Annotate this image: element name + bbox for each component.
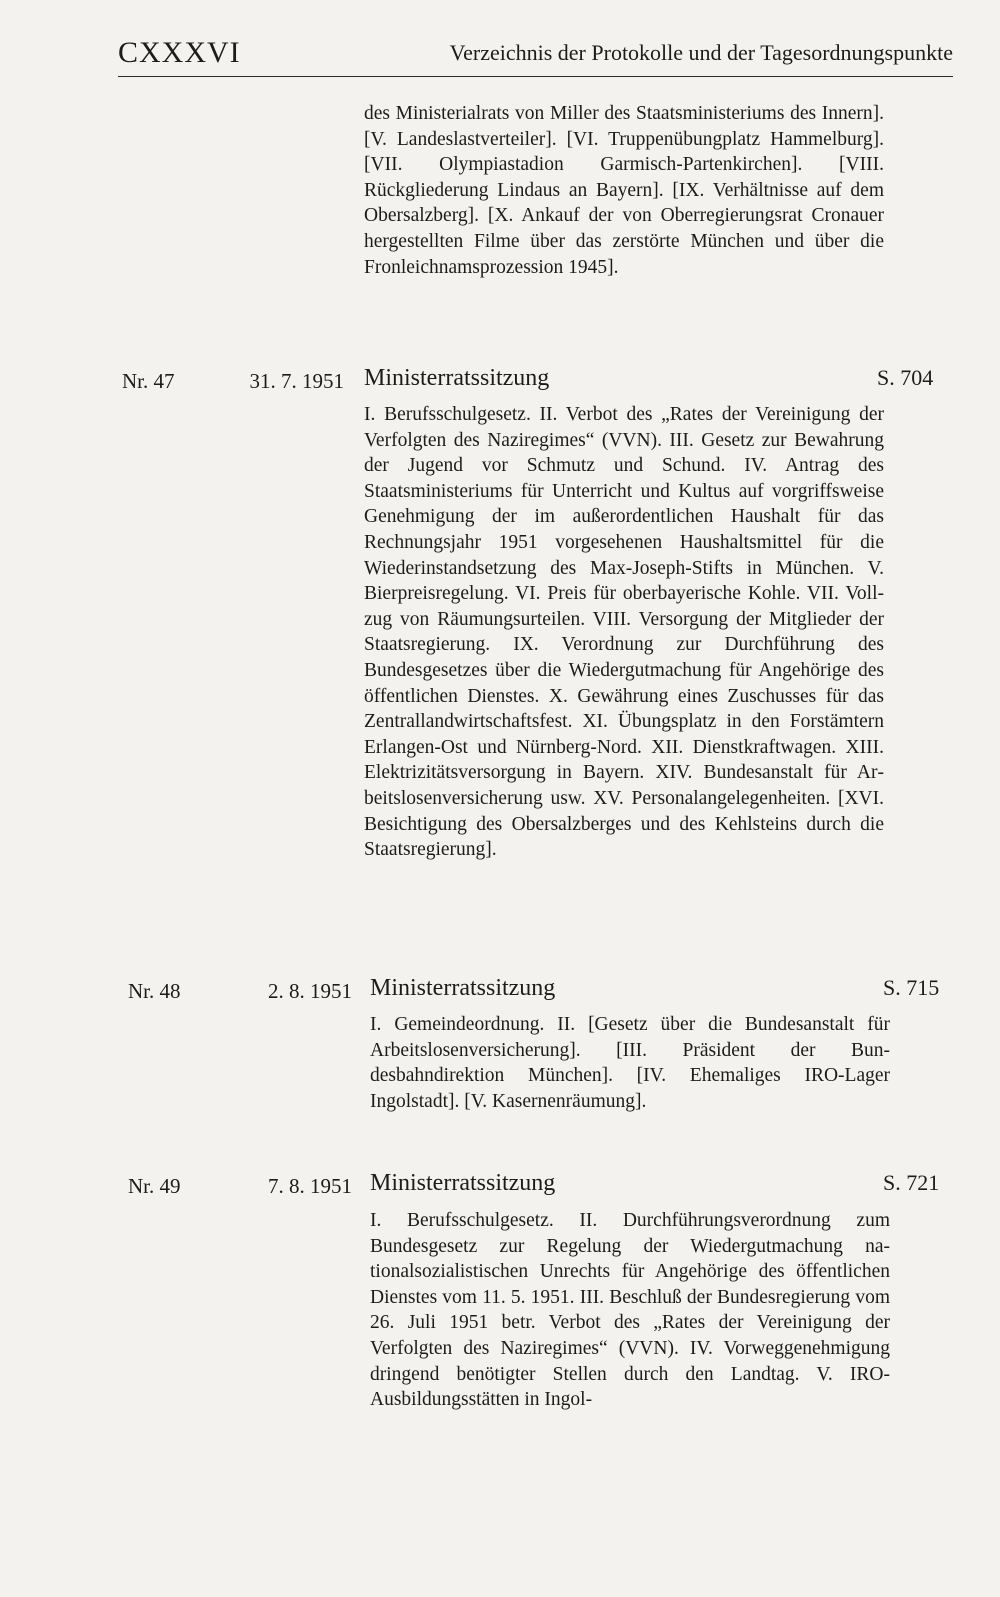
entry-number: Nr. 48 (128, 979, 181, 1003)
entry-header (0, 365, 1000, 397)
entry-page-ref: S. 704 (877, 365, 934, 390)
entry-agenda: I. Berufsschulgesetz. II. Durchführungsverordnung zum Bundesgesetz zur Regelung der Wiedergutmachung nationalsozialistischen Unrechts für Angehörige des öffentlichen Dienstes vom 11. 5. 1951. III. Beschluß der Bundesregierung vom 26. Juli 1951 betr. Verbot des „Rates der Vereinigung der Verfolgten des Naziregimes“ (VVN). IV. Vorweggenehmigung dringend benötigter Stellen durch den Landtag. V. IRO-Ausbildungsstätten in Ingol- (370, 1210, 890, 1411)
continuation-text: des Ministerialrats von Miller des Staatsministeriums des Innern]. [V. Landeslastverteiler]. [VI. Truppenübungplatz Hammelburg]. [VII. Olympiastadion Garmisch-Partenkirchen]. [VIII. Rückgliederung Lindaus an Bayern]. [IX. Verhältnisse auf dem Obersalzberg]. [X. Ankauf der von Oberregierungsrat Cronauer hergestellten Filme über das zerstörte München und über die Fronleichnamsprozession 1945]. (364, 103, 884, 278)
entry-header (0, 1170, 1000, 1202)
entry-kind: Ministerratssitzung (370, 1170, 556, 1196)
entry-date: 7. 8. 1951 (268, 1174, 352, 1198)
entry-kind: Ministerratssitzung (370, 975, 556, 1001)
running-title: Verzeichnis der Protokolle und der Tagesordnungspunkte (449, 40, 953, 65)
entry-page-ref: S. 715 (883, 975, 940, 1000)
entry-agenda: I. Gemeindeordnung. II. [Gesetz über die Bundesanstalt für Arbeitslosenversicherung]. [III. Präsident der Bundesbahndirektion München]. [IV. Ehemaliges IRO-Lager Ingolstadt]. [V. Kasernenräumung]. (370, 1014, 890, 1112)
entry-number: Nr. 49 (128, 1174, 181, 1198)
page-number: CXXXVI (118, 36, 241, 69)
entry-number: Nr. 47 (122, 369, 175, 393)
running-head (118, 36, 953, 77)
entry-page-ref: S. 721 (883, 1170, 940, 1195)
entry-date: 31. 7. 1951 (249, 369, 344, 393)
entry-date: 2. 8. 1951 (268, 979, 352, 1003)
entry-agenda: I. Berufsschulgesetz. II. Verbot des „Rates der Vereinigung der Verfolgten des Naziregimes“ (VVN). III. Gesetz zur Bewahrung der Jugend vor Schmutz und Schund. IV. Antrag des Staatsministeriums für Unterricht und Kultus auf vorgriffsweise Genehmigung der im außerordentlichen Haushalt für das Rechnungsjahr 1951 vorgesehenen Haushaltsmittel für die Wiederinstandsetzung des Max-Joseph-Stifts in München. V. Bierpreisregelung. VI. Preis für oberbayerische Kohle. VII. Vollzug von Räumungsurteilen. VIII. Versorgung der Mitglieder der Staatsregierung. IX. Verordnung zur Durchführung des Bundesgesetzes über die Wiedergutmachung für Angehörige des öffentlichen Dienstes. X. Gewährung eines Zuschusses für das Zentrallandwirtschaftsfest. XI. Übungsplatz in den Forstämtern Erlangen-Ost und Nürnberg-Nord. XII. Dienstkraftwagen. XIII. Elektrizitätsversorgung in Bayern. XIV. Bundesanstalt für Arbeitslosenversicherung usw. XV. Personalangelegenheiten. [XVI. Besichtigung des Obersalzberges und des Kehlsteins durch die Staatsregierung]. (364, 404, 884, 861)
entry-kind: Ministerratssitzung (364, 365, 550, 391)
entry-header (0, 975, 1000, 1007)
